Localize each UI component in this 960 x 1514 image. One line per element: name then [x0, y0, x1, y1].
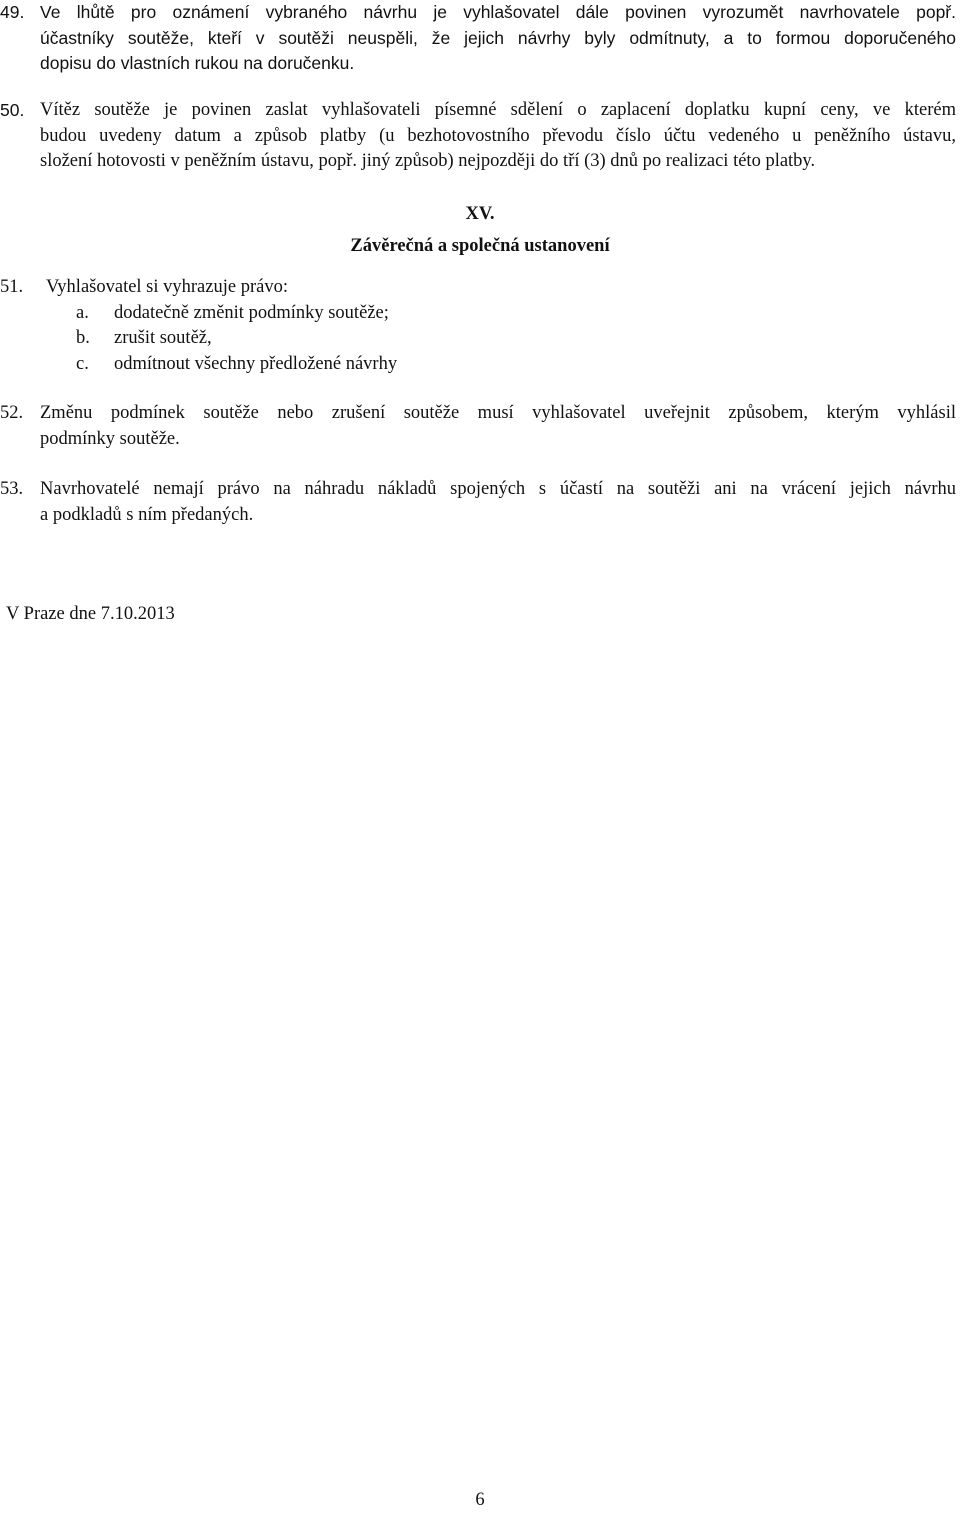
paragraph-line: budou uvedeny datum a způsob platby (u bezhotovostního převodu číslo účtu vedeného u peněžního ústavu, [40, 125, 956, 146]
paragraph-line: Vítěz soutěže je povinen zaslat vyhlašovateli písemné sdělení o zaplacení doplatku kupní ceny, ve kterém [40, 100, 956, 120]
paragraph-line: účastníky soutěže, kteří v soutěži neuspěli, že jejich návrhy byly odmítnuty, a to formou doporučeného [40, 27, 956, 48]
section-numeral: XV. [465, 204, 495, 224]
paragraph-number: 53. [0, 479, 24, 499]
paragraph-line: podmínky soutěže. [40, 428, 180, 449]
list-item [76, 326, 956, 352]
list-item-text: zrušit soutěž, [114, 328, 212, 348]
list-item-letter: b. [76, 328, 90, 348]
section-title: Závěrečná a společná ustanovení [350, 236, 610, 256]
list-item-letter: a. [76, 302, 89, 323]
paragraph-line: a podkladů s ním předaných. [40, 504, 254, 525]
list-item-letter: c. [76, 353, 89, 374]
paragraph-line: Ve lhůtě pro oznámení vybraného návrhu je vyhlašovatel dále povinen vyrozumět navrhovatele popř. [40, 2, 956, 22]
paragraph-line: Navrhovatelé nemají právo na náhradu nákladů spojených s účastí na soutěži ani na vrácení jejich návrhu [40, 479, 956, 499]
paragraph-number: 52. [0, 403, 24, 423]
section-heading [0, 198, 960, 262]
paragraph-line: Změnu podmínek soutěže nebo zrušení soutěže musí vyhlašovatel uveřejnit způsobem, kterým vyhlásil [40, 403, 956, 423]
list-item-text: dodatečně změnit podmínky soutěže; [114, 302, 389, 323]
paragraph-51 [0, 275, 956, 377]
paragraph-line: Vyhlašovatel si vyhrazuje právo: [46, 277, 288, 297]
paragraph-49 [0, 0, 956, 77]
list-item [76, 352, 956, 378]
paragraph-line: dopisu do vlastních rukou na doručenku. [40, 53, 355, 73]
paragraph-52 [0, 401, 956, 452]
list-item-text: odmítnout všechny předložené návrhy [114, 353, 398, 374]
paragraph-line: složení hotovosti v peněžním ústavu, popř. jiný způsob) nejpozději do tří (3) dnů po realizaci této platby. [40, 151, 816, 171]
paragraph-number: 50. [0, 100, 25, 120]
paragraph-50 [0, 98, 956, 175]
place-date: V Praze dne 7.10.2013 [6, 604, 175, 624]
sublist [76, 301, 956, 378]
list-item [76, 301, 956, 327]
paragraph-53 [0, 477, 956, 528]
paragraph-number: 49. [0, 2, 25, 22]
page-number: 6 [475, 1490, 485, 1510]
paragraph-number: 51. [0, 277, 24, 297]
